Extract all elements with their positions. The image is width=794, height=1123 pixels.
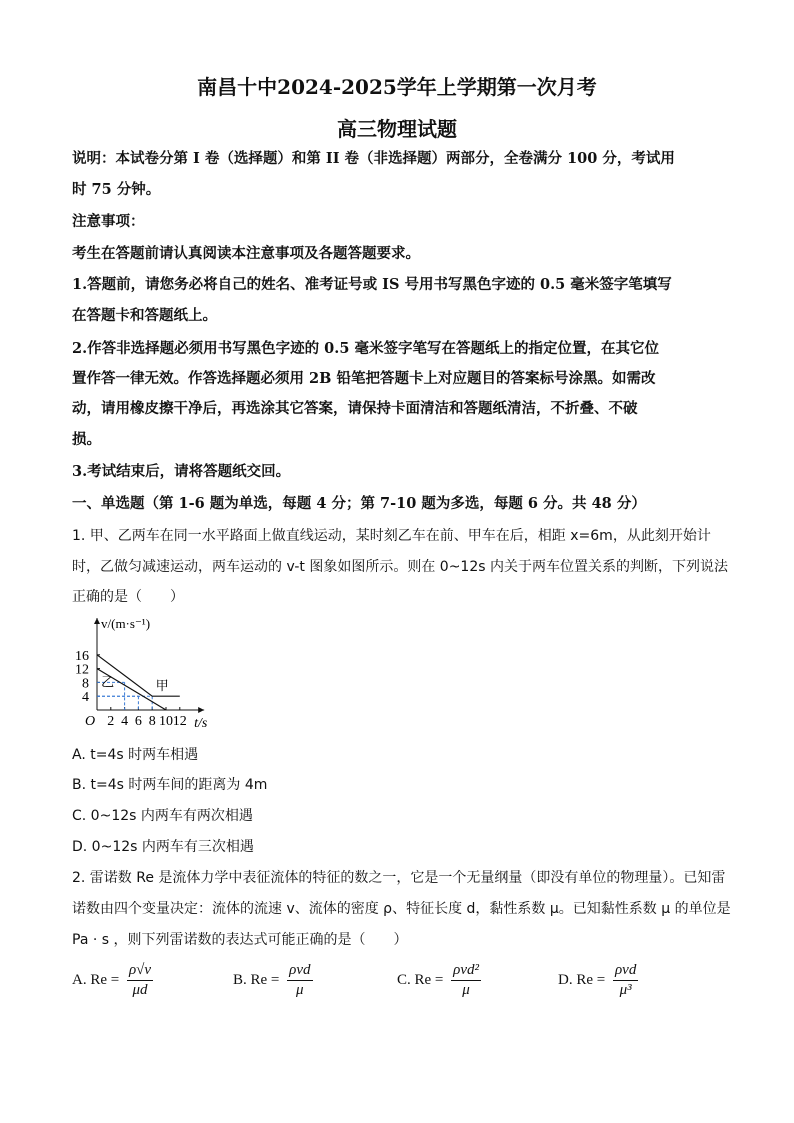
notes-title: 注意事项： — [72, 213, 145, 230]
y-axis-arrow — [94, 618, 100, 624]
exam-title: 南昌十中2024-2025学年上学期第一次月考 — [197, 75, 597, 99]
x-tick-label: 6 — [134, 714, 142, 729]
exam-subtitle: 高三物理试题 — [337, 117, 457, 141]
formula-lhs: Re = — [250, 972, 280, 988]
instruction-line: 在答题卡和答题纸上。 — [72, 307, 217, 324]
formula-numerator: ρvd² — [451, 962, 481, 981]
x-axis-label: t/s — [194, 716, 208, 731]
x-tick-label: 4 — [121, 714, 129, 729]
option-b: B. t=4s 时两车间的距离为 4m — [72, 777, 268, 793]
formula-denominator: μ — [462, 982, 470, 998]
option-a: A. t=4s 时两车相遇 — [72, 747, 199, 763]
section-heading: 一、单选题（第 1-6 题为单选，每题 4 分；第 7-10 题为多选，每题 6 分。共 48 分） — [72, 495, 646, 512]
x-tick-label: 10 — [159, 714, 173, 729]
formula-numerator: ρ√v — [127, 962, 153, 981]
instruction-line: 考生在答题前请认真阅读本注意事项及各题答题要求。 — [72, 245, 420, 262]
formula-option-b — [233, 962, 313, 999]
instruction-line: 说明：本试卷分第 I 卷（选择题）和第 II 卷（非选择题）两部分，全卷满分 100 分，考试用 — [72, 150, 675, 167]
x-tick-label: 2 — [107, 714, 115, 729]
formula-denominator: μd — [132, 982, 148, 998]
y-tick-label: 8 — [82, 676, 89, 692]
instruction-line: 3.考试结束后，请将答题纸交回。 — [72, 463, 291, 480]
question-1-text: 正确的是（ ） — [72, 589, 184, 605]
option-label: D. — [558, 971, 573, 988]
instruction-line: 损。 — [72, 431, 101, 448]
x-axis-arrow — [198, 707, 204, 713]
formula-lhs: Re = — [90, 972, 120, 988]
formula-lhs: Re = — [414, 972, 444, 988]
y-tick-label: 12 — [75, 662, 89, 678]
x-tick-label: 8 — [148, 714, 156, 729]
y-tick-label: 4 — [82, 690, 89, 706]
option-label: B. — [233, 971, 247, 988]
formula-denominator: μ — [296, 982, 304, 998]
question-2-text: Pa · s ，则下列雷诺数的表达式可能正确的是（ ） — [72, 932, 408, 948]
option-d: D. 0~12s 内两车有三次相遇 — [72, 839, 254, 855]
instruction-line: 1.答题前，请您务必将自己的姓名、准考证号或 IS 号用书写黑色字迹的 0.5 毫米签字笔填写 — [72, 276, 672, 293]
question-2-text: 诺数由四个变量决定：流体的流速 v、流体的密度 ρ、特征长度 d，黏性系数 μ。已知黏性系数 μ 的单位是 — [72, 901, 731, 917]
question-2-text: 2. 雷诺数 Re 是流体力学中表征流体的特征的数之一，它是一个无量纲量（即没有单位的物理量）。已知雷 — [72, 870, 726, 886]
x-tick-label: 12 — [172, 714, 187, 729]
instruction-line: 动，请用橡皮擦干净后，再选涂其它答案，请保持卡面清洁和答题纸清洁，不折叠、不破 — [72, 400, 638, 417]
instruction-line: 置作答一律无效。作答选择题必须用 2B 铅笔把答题卡上对应题目的答案标号涂黑。如需改 — [72, 370, 656, 387]
series-label: 甲 — [155, 678, 169, 694]
option-label: A. — [72, 971, 87, 988]
vt-graph — [68, 612, 238, 736]
formula-numerator: ρvd — [613, 962, 638, 981]
formula-option-d — [558, 962, 638, 999]
formula-option-a — [72, 962, 153, 999]
instruction-line: 时 75 分钟。 — [72, 181, 161, 198]
instruction-line: 2.作答非选择题必须用书写黑色字迹的 0.5 毫米签字笔写在答题纸上的指定位置，在其它位 — [72, 340, 659, 357]
formula-lhs: Re = — [576, 972, 606, 988]
formula-denominator: μ³ — [619, 982, 632, 998]
option-label: C. — [397, 971, 411, 988]
formula-numerator: ρvd — [287, 962, 312, 981]
formula-option-c — [397, 962, 481, 999]
y-tick-label: 16 — [75, 648, 89, 664]
y-axis-label: v/(m·s⁻¹) — [101, 616, 151, 631]
series-label: 乙 — [101, 674, 115, 690]
option-c: C. 0~12s 内两车有两次相遇 — [72, 808, 253, 824]
question-1-text: 时，乙做匀减速运动，两车运动的 v-t 图象如图所示。则在 0~12s 内关于两车位置关系的判断，下列说法 — [72, 559, 728, 575]
origin-label: O — [85, 714, 96, 729]
question-1-text: 1. 甲、乙两车在同一水平路面上做直线运动，某时刻乙车在前、甲车在后，相距 x=6m，从此刻开始计 — [72, 528, 711, 544]
